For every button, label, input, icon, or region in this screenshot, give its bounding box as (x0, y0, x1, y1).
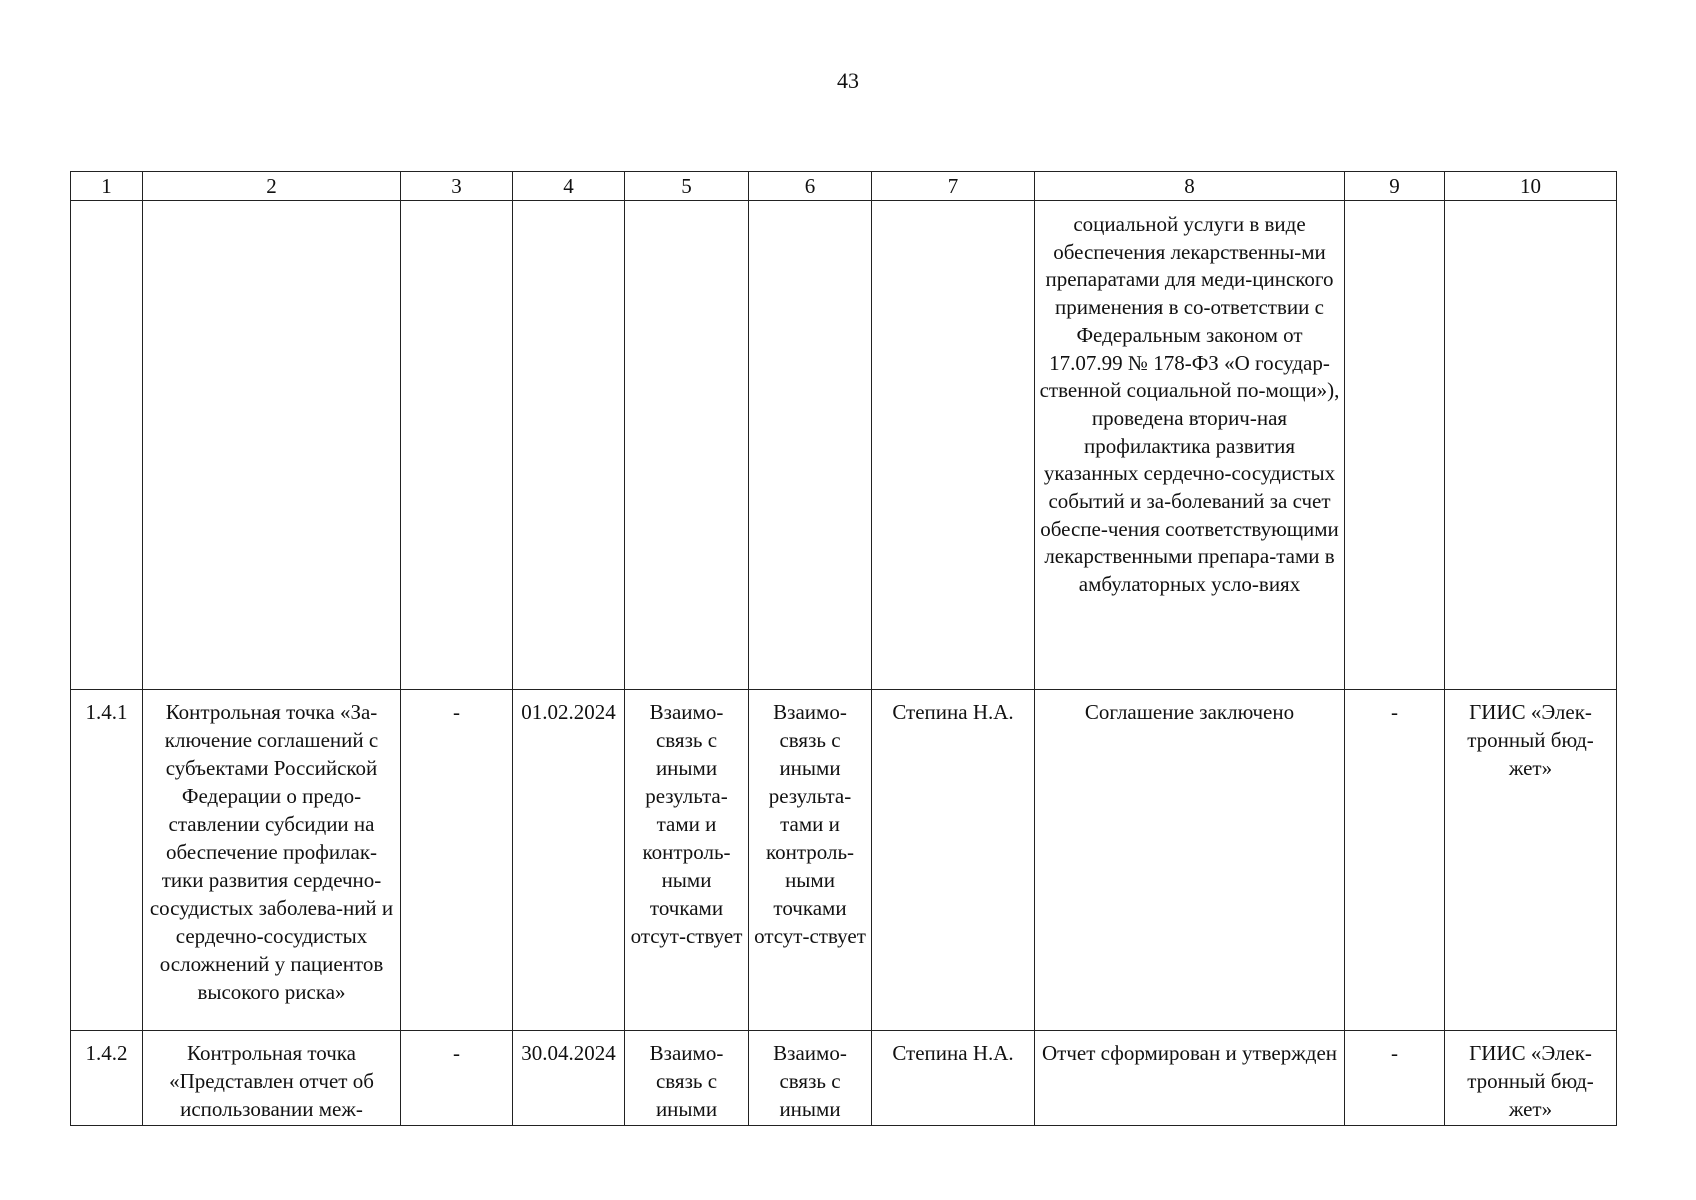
cell-date: 01.02.2024 (513, 690, 625, 1031)
column-header-6: 6 (749, 172, 872, 201)
cell-col6: Взаимо-связь с иными результа-тами и контроль-ными точками отсут-ствует (749, 690, 872, 1031)
cell-number: 1.4.2 (71, 1031, 143, 1126)
cell-col3: - (401, 1031, 513, 1126)
column-header-8: 8 (1035, 172, 1345, 201)
cell-date: 30.04.2024 (513, 1031, 625, 1126)
cell-empty (625, 201, 749, 690)
column-header-2: 2 (143, 172, 401, 201)
table-row (71, 1031, 1617, 1126)
table-row-continuation (71, 201, 1617, 690)
cell-col9: - (1345, 690, 1445, 1031)
cell-col3: - (401, 690, 513, 1031)
cell-empty (1445, 201, 1617, 690)
cell-empty (143, 201, 401, 690)
cell-empty (872, 201, 1035, 690)
cell-empty (1345, 201, 1445, 690)
cell-result: Отчет сформирован и утвержден (1035, 1031, 1345, 1126)
cell-responsible: Степина Н.А. (872, 1031, 1035, 1126)
column-header-3: 3 (401, 172, 513, 201)
cell-name: Контрольная точка «Представлен отчет об использовании меж- (143, 1031, 401, 1126)
column-header-1: 1 (71, 172, 143, 201)
cell-col5: Взаимо-связь с иными результа-тами и контроль-ными точками отсут-ствует (625, 690, 749, 1031)
cell-system: ГИИС «Элек-тронный бюд-жет» (1445, 1031, 1617, 1126)
cell-name: Контрольная точка «За-ключение соглашений с субъектами Российской Федерации о предо-ставлении субсидии на обеспечение профилак-тики развития сердечно-сосудистых заболева-ний и сердечно-сосудистых осложнений у пациентов высокого риска» (143, 690, 401, 1031)
cell-col9: - (1345, 1031, 1445, 1126)
cell-result-continuation: социальной услуги в виде обеспечения лекарственны-ми препаратами для меди-цинского применения в со-ответствии с Федеральным законом от 17.07.99 № 178-ФЗ «О государ-ственной социальной по-мощи»), проведена вторич-ная профилактика развития указанных сердечно-сосудистых событий и за-болеваний за счет обеспе-чения соответствующими лекарственными препара-тами в амбулаторных усло-виях (1035, 201, 1345, 690)
cell-result: Соглашение заключено (1035, 690, 1345, 1031)
cell-col5: Взаимо-связь с иными (625, 1031, 749, 1126)
cell-empty (749, 201, 872, 690)
cell-col6: Взаимо-связь с иными (749, 1031, 872, 1126)
column-header-7: 7 (872, 172, 1035, 201)
column-header-10: 10 (1445, 172, 1617, 201)
column-header-5: 5 (625, 172, 749, 201)
column-number-row (71, 172, 1617, 201)
cell-empty (513, 201, 625, 690)
cell-responsible: Степина Н.А. (872, 690, 1035, 1031)
cell-empty (71, 201, 143, 690)
plan-table (70, 171, 1617, 1126)
column-header-9: 9 (1345, 172, 1445, 201)
cell-number: 1.4.1 (71, 690, 143, 1031)
cell-system: ГИИС «Элек-тронный бюд-жет» (1445, 690, 1617, 1031)
page-number: 43 (837, 68, 859, 93)
cell-empty (401, 201, 513, 690)
column-header-4: 4 (513, 172, 625, 201)
table-row (71, 690, 1617, 1031)
